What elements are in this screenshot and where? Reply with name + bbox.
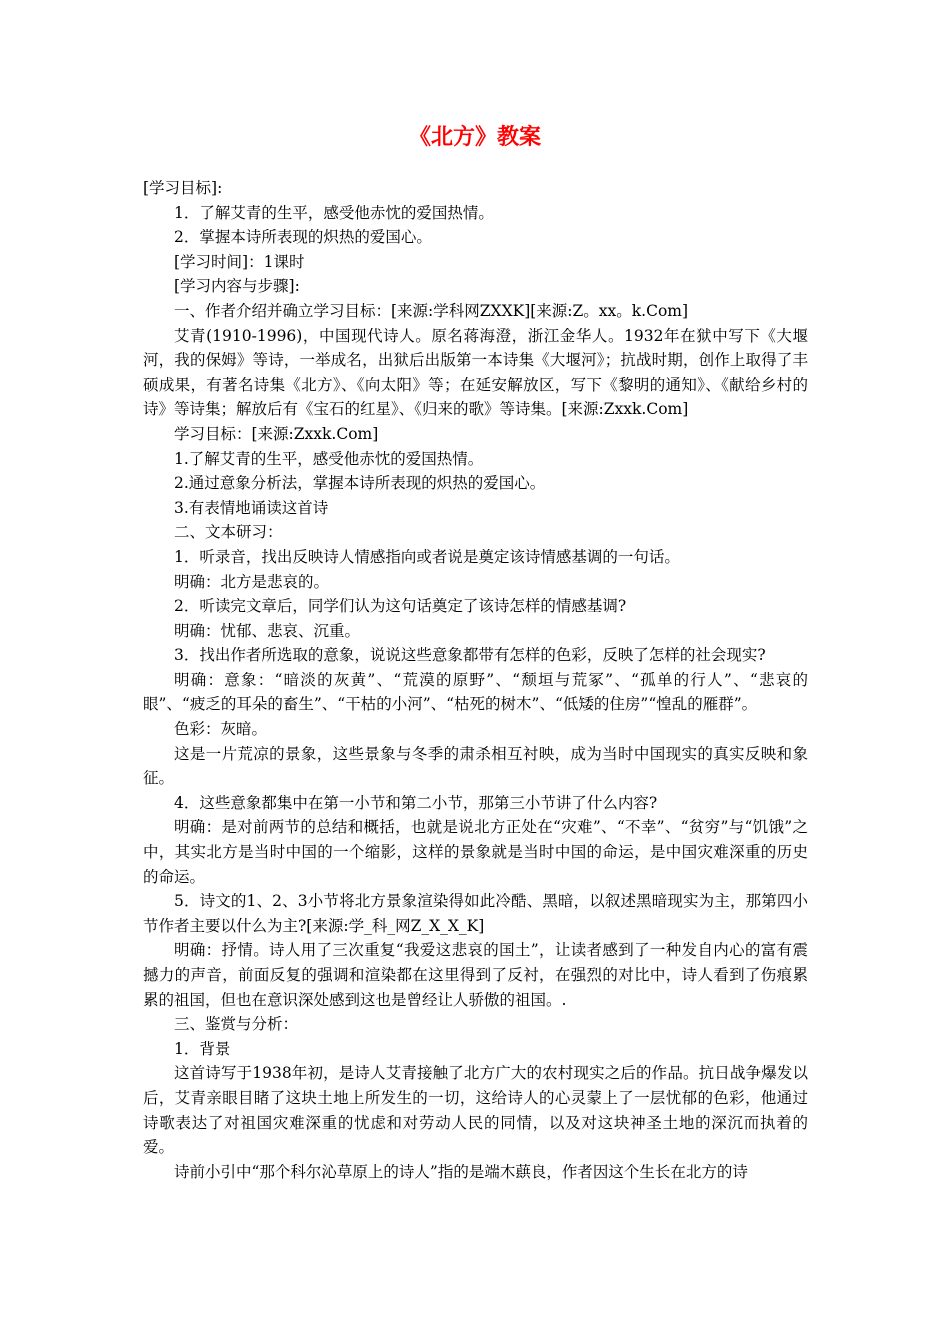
paragraph: [学习时间]：1课时 [174,252,305,271]
document-body [143,176,808,1184]
paragraph: 明确：北方是悲哀的。 [174,572,330,591]
paragraph: 明确：抒情。诗人用了三次重复“我爱这悲哀的国土”，让读者感到了一种发自内心的富有震撼力的声音，前面反复的强调和渲染都在这里得到了反衬，在强烈的对比中，诗人看到了伤痕累累的祖国，但也在意识深处感到这也是曾经让人骄傲的祖国。. [143,941,808,1009]
paragraph: 明确：是对前两节的总结和概括，也就是说北方正处在“灾难”、“不幸”、“贫穷”与“饥饿”之中，其实北方是当时中国的一个缩影，这样的景象就是当时中国的命运，是中国灾难深重的历史的命运。 [143,818,808,886]
paragraph: [学习内容与步骤]: [174,277,300,296]
document-title: 《北方》教案 [408,125,541,150]
paragraph: 1．听录音，找出反映诗人情感指向或者说是奠定该诗情感基调的一句话。 [174,547,680,566]
paragraph: 2．掌握本诗所表现的炽热的爱国心。 [174,228,432,247]
paragraph: 3．找出作者所选取的意象，说说这些意象都带有怎样的色彩，反映了怎样的社会现实? [174,646,766,665]
paragraph: 这首诗写于1938年初，是诗人艾青接触了北方广大的农村现实之后的作品。抗日战争爆发以后，艾青亲眼目睹了这块土地上所发生的一切，这给诗人的心灵蒙上了一层忧郁的色彩，他通过诗歌表达了对祖国灾难深重的忧虑和对劳动人民的同情，以及对这块神圣土地的深沉而执着的爱。 [143,1064,808,1157]
paragraph: 3.有表情地诵读这首诗 [174,498,329,517]
paragraph: 诗前小引中“那个科尔沁草原上的诗人”指的是端木蕻良，作者因这个生长在北方的诗 [174,1162,748,1181]
paragraph: 4．这些意象都集中在第一小节和第二小节，那第三小节讲了什么内容? [174,793,658,812]
paragraph: 三、鉴赏与分析： [174,1015,299,1034]
paragraph: 5．诗文的1、2、3小节将北方景象渲染得如此冷酷、黑暗，以叙述黑暗现实为主，那第四小节作者主要以什么为主?[来源:学_科_网Z_X_X_K] [143,892,808,935]
paragraph: 学习目标：[来源:Zxxk.Com] [174,424,379,443]
paragraph: 艾青(1910-1996)，中国现代诗人。原名蒋海澄，浙江金华人。1932年在狱中写下《大堰河，我的保姆》等诗，一举成名，出狱后出版第一本诗集《大堰河》；抗战时期，创作上取得了丰硕成果，有著名诗集《北方》、《向太阳》等；在延安解放区，写下《黎明的通知》、《献给乡村的诗》等诗集；解放后有《宝石的红星》、《归来的歌》等诗集。[来源:Zxxk.Com] [143,326,808,419]
paragraph: 二、文本研习： [174,523,283,542]
paragraph: [学习目标]: [143,179,223,197]
paragraph: 一、作者介绍并确立学习目标：[来源:学科网ZXXK][来源:Z。xx。k.Com] [174,301,689,320]
paragraph: 色彩：灰暗。 [174,720,268,739]
paragraph: 2．听读完文章后，同学们认为这句话奠定了该诗怎样的情感基调? [174,597,627,616]
paragraph: 这是一片荒凉的景象，这些景象与冬季的肃杀相互衬映，成为当时中国现实的真实反映和象征。 [143,744,808,788]
paragraph: 明确：意象：“暗淡的灰黄”、“荒漠的原野”、“颓垣与荒冢”、“孤单的行人”、“悲哀的眼”、“疲乏的耳朵的畜生”、“干枯的小河”、“枯死的树木”、“低矮的住房”“惶乱的雁群”。 [143,670,808,714]
paragraph: 明确：忧郁、悲哀、沉重。 [174,621,361,640]
paragraph: 1.了解艾青的生平，感受他赤忱的爱国热情。 [174,449,484,468]
paragraph: 1．了解艾青的生平，感受他赤忱的爱国热情。 [174,203,494,222]
paragraph: 2.通过意象分析法，掌握本诗所表现的炽热的爱国心。 [174,474,546,493]
paragraph: 1．背景 [174,1039,231,1058]
